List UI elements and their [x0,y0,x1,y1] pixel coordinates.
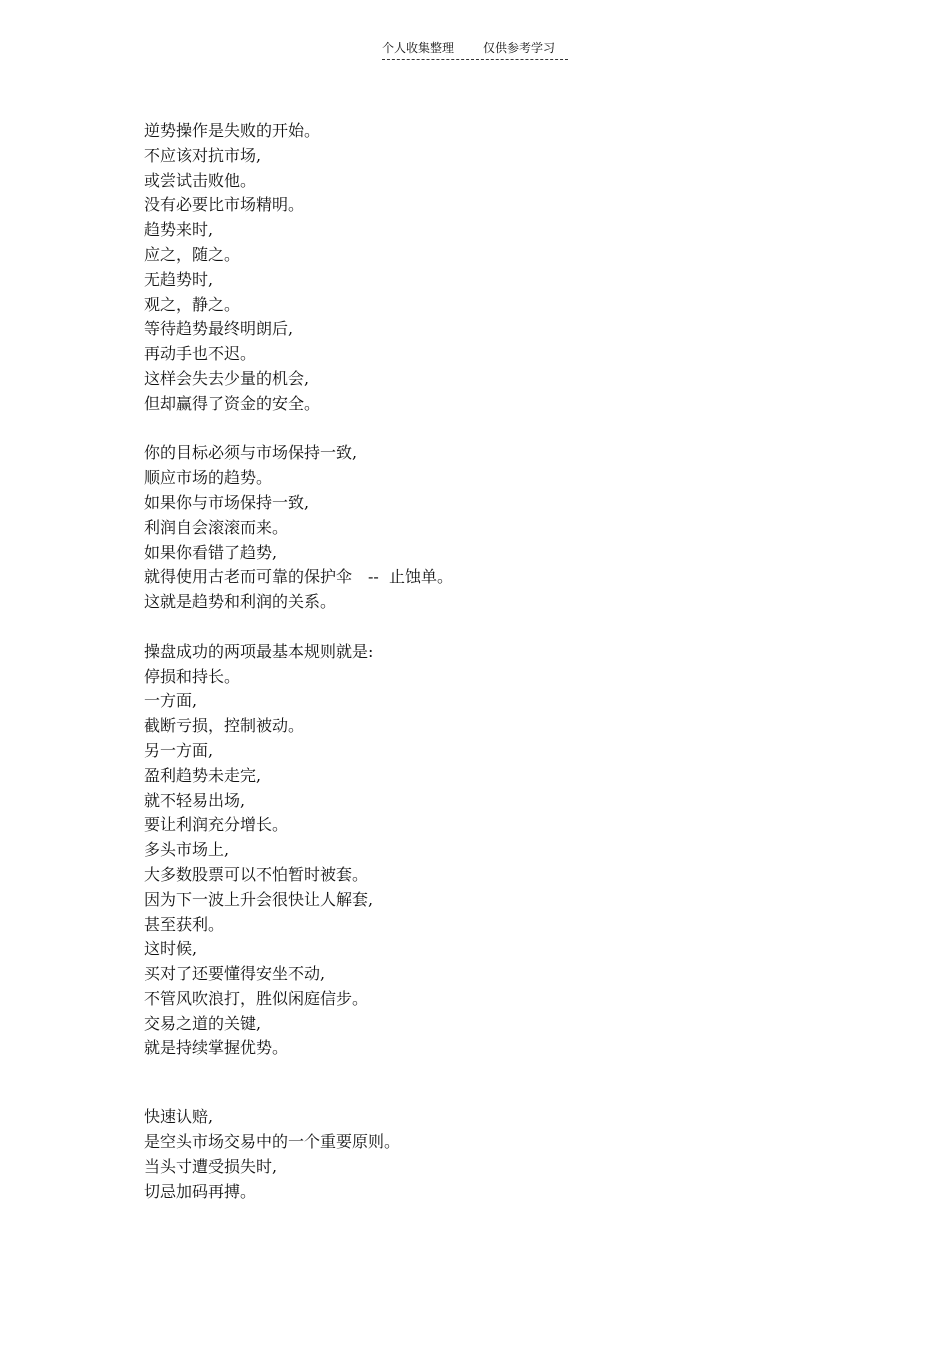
document-body [144,119,824,1204]
text-line: 没有必要比市场精明。 [144,195,305,215]
text-line: 操盘成功的两项最基本规则就是: [144,641,374,661]
text-line: 就是持续掌握优势。 [144,1038,289,1058]
text-line: 一方面, [144,691,198,711]
text-line: 交易之道的关键, [144,1013,262,1033]
text-line: 应之，随之。 [144,244,241,264]
text-line: 无趋势时, [144,269,214,289]
text-line: 不应该对抗市场, [144,145,262,165]
text-line: 顺应市场的趋势。 [144,468,273,488]
paragraph-spacer [144,417,824,442]
paragraph-2 [144,441,824,615]
text-line: 就不轻易出场, [144,790,246,810]
text-line: 另一方面, [144,740,214,760]
text-line: 因为下一波上升会很快让人解套, [144,889,374,909]
header-left-text: 个人收集整理 [382,41,455,55]
paragraph-1 [144,119,824,417]
text-line: 这样会失去少量的机会, [144,368,310,388]
text-line: 不管风吹浪打，胜似闲庭信步。 [144,988,369,1008]
text-line: 是空头市场交易中的一个重要原则。 [144,1132,401,1152]
text-line: 这时候, [144,939,198,959]
page-header [382,40,568,60]
text-line: 要让利润充分增长。 [144,815,289,835]
text-line: 再动手也不迟。 [144,344,257,364]
text-line: 观之，静之。 [144,294,241,314]
text-line: 就得使用古老而可靠的保护伞 -- 止蚀单。 [144,567,453,587]
paragraph-4 [144,1105,824,1204]
text-line: 逆势操作是失败的开始。 [144,121,321,140]
text-line: 如果你与市场保持一致, [144,492,310,512]
paragraph-3 [144,640,824,1062]
text-line: 买对了还要懂得安坐不动, [144,964,326,984]
text-line: 等待趋势最终明朗后, [144,319,294,339]
text-line: 多头市场上, [144,840,230,860]
text-line: 盈利趋势未走完, [144,765,262,785]
text-line: 截断亏损，控制被动。 [144,716,305,736]
paragraph-spacer [144,1061,824,1105]
text-line: 或尝试击败他。 [144,170,257,190]
text-line: 大多数股票可以不怕暂时被套。 [144,864,369,884]
text-line: 切忌加码再搏。 [144,1181,257,1201]
text-line: 停损和持长。 [144,666,241,686]
text-line: 甚至获利。 [144,914,225,934]
paragraph-spacer [144,615,824,640]
text-line: 趋势来时, [144,220,214,240]
text-line: 当头寸遭受损失时, [144,1156,278,1176]
text-line: 但却赢得了资金的安全。 [144,393,321,413]
header-right-text: 仅供参考学习 [483,41,556,55]
text-line: 利润自会滚滚而来。 [144,517,289,537]
text-line: 如果你看错了趋势, [144,542,278,562]
text-line: 快速认赔, [144,1107,214,1127]
text-line: 你的目标必须与市场保持一致, [144,443,358,463]
text-line: 这就是趋势和利润的关系。 [144,592,337,612]
